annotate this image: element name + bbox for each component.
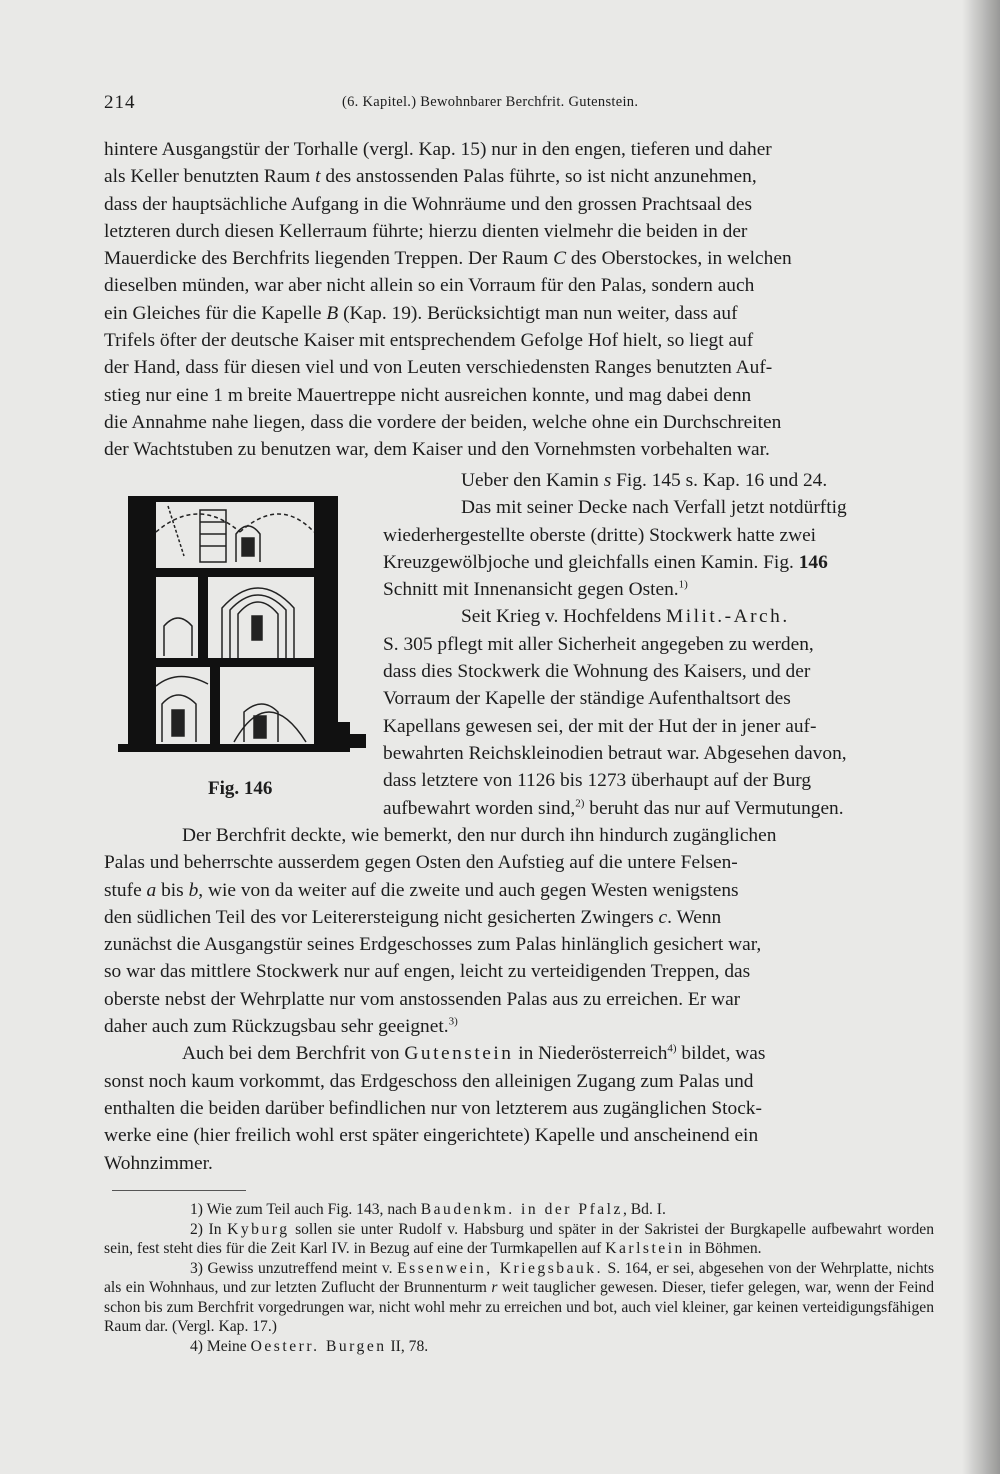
text-line: sonst noch kaum vorkommt, das Erdgeschoss den alleinigen Zugang zum Palas und [104, 1070, 754, 1092]
footnote-rule [112, 1190, 246, 1191]
footnote-2: 2) In Kyburg sollen sie unter Rudolf v. Habsburg und später in der Sakristei der Burgkapelle aufbewahrt worden sein, fest steht dies für die Zeit Karl IV. in Bezug auf eine der Turmkapellen auf Karlstein in Böhmen. [104, 1220, 934, 1257]
text-line: hintere Ausgangstür der Torhalle (vergl. Kap. 15) nur in den engen, tieferen und daher [104, 139, 772, 160]
text-line: bewahrten Reichskleinodien betraut war. Abgesehen davon, [383, 742, 847, 764]
page-number: 214 [104, 92, 136, 113]
text-line: stufe a bis b, wie von da weiter auf die zweite und auch gegen Westen wenigstens [104, 879, 739, 901]
text-line: Der Berchfrit deckte, wie bemerkt, den nur durch ihn hindurch zugänglichen [182, 825, 777, 846]
text-line: werke eine (hier freilich wohl erst später eingerichtete) Kapelle und anscheinend ein [104, 1125, 759, 1147]
text-line: dass dies Stockwerk die Wohnung des Kaisers, und der [383, 661, 811, 683]
text-line: stieg nur eine 1 m breite Mauertreppe nicht ausreichen konnte, und mag dabei denn [104, 384, 752, 406]
text-line: Ueber den Kamin s Fig. 145 s. Kap. 16 und 24. [461, 470, 828, 491]
body-text-top [104, 136, 928, 464]
text-line: Das mit seiner Decke nach Verfall jetzt notdürftig [461, 497, 847, 519]
text-line: dass der hauptsächliche Aufgang in die Wohnräume und den grossen Prachtsaal des [104, 193, 753, 215]
text-line: Trifels öfter der deutsche Kaiser mit entsprechendem Gefolge Hof hielt, so liegt auf [104, 330, 754, 352]
figure-caption: Fig. 146 [208, 778, 273, 799]
text-line: Seit Krieg v. Hochfeldens Milit.-Arch. [461, 606, 790, 628]
page-edge-shadow [962, 0, 1000, 1474]
text-line: Kreuzgewölbjoche und gleichfalls einen Kamin. Fig. 146 [383, 551, 828, 573]
footnote-4: 4) Meine Oesterr. Burgen II, 78. [190, 1337, 429, 1355]
text-line: Vorraum der Kapelle der ständige Aufenthaltsort des [383, 688, 791, 710]
text-line: enthalten die beiden darüber befindlichen nur von letzterem aus zugänglichen Stock- [104, 1097, 762, 1119]
text-line: dieselben münden, war aber nicht allein so ein Vorraum für den Palas, sondern auch [104, 275, 755, 297]
text-line: Palas und beherrschte ausserdem gegen Osten den Aufstieg auf die untere Felsen- [104, 852, 738, 874]
text-line: dass letztere von 1126 bis 1273 überhaupt auf der Burg [383, 770, 812, 792]
text-line: wiederhergestellte oberste (dritte) Stockwerk hatte zwei [383, 524, 817, 546]
body-text-beside-figure [383, 467, 928, 822]
text-line: Wohnzimmer. [104, 1152, 213, 1174]
footnote-3: 3) Gewiss unzutreffend meint v. Essenwein, Kriegsbauk. S. 164, er sei, abgesehen von der Wehrplatte, nichts als ein Wohnhaus, und zur letzten Zuflucht der Brunnenturm r weit tauglicher gewesen. Dieser, tiefer gelegen, war, wenn der Feind schon bis zum Berchfrit vorgedrungen war, nicht wohl mehr zu erreichen und bot, auch viel kleiner, gar keinen verteidigungsfähigen Raum dar. (Vergl. Kap. 17.) [104, 1259, 935, 1335]
body-text-bottom [104, 822, 932, 1177]
footnote-1: 1) Wie zum Teil auch Fig. 143, nach Baudenkm. in der Pfalz, Bd. I. [190, 1201, 666, 1218]
text-line: letzteren durch diesen Kellerraum führte; hierzu dienten vielmehr die beiden in der [104, 220, 748, 242]
text-line: Schnitt mit Innenansicht gegen Osten.$^{1)}$ [383, 578, 688, 601]
text-line: der Hand, dass für diesen viel und von Leuten verschiedensten Ranges benutzten Auf- [104, 357, 773, 379]
footnotes [104, 1200, 934, 1356]
text-line: zunächst die Ausgangstür seines Erdgeschosses zum Palas hinlänglich gesichert war, [104, 934, 762, 956]
text-line: die Annahme nahe liegen, dass die vordere der beiden, welche ohne ein Durchschreiten [104, 411, 782, 433]
tower-section-drawing [118, 486, 374, 776]
text-line: daher auch zum Rückzugsbau sehr geeignet.$^{3)}$ [104, 1015, 458, 1038]
text-line: ein Gleiches für die Kapelle B (Kap. 19). Berücksichtigt man nun weiter, dass auf [104, 302, 738, 324]
text-line: oberste nebst der Wehrplatte nur vom anstossenden Palas aus zu erreichen. Er war [104, 988, 741, 1010]
text-line: Auch bei dem Berchfrit von Gutenstein in Niederösterreich$^{4)}$ bildet, was [182, 1042, 766, 1065]
text-line: aufbewahrt worden sind,$^{2)}$ beruht das nur auf Vermutungen. [383, 797, 844, 819]
text-line: der Wachtstuben zu benutzen war, dem Kaiser und den Vornehmsten vorbehalten war. [104, 439, 770, 461]
text-line: S. 305 pflegt mit aller Sicherheit angegeben zu werden, [383, 633, 814, 655]
text-line: Kapellans gewesen sei, der mit der Hut der in jener auf- [383, 715, 817, 737]
running-title: (6. Kapitel.) Bewohnbarer Berchfrit. Gutenstein. [342, 94, 639, 110]
text-line: Mauerdicke des Berchfrits liegenden Treppen. Der Raum C des Oberstockes, in welchen [104, 248, 792, 270]
text-line: so war das mittlere Stockwerk nur auf engen, leicht zu verteidigenden Treppen, das [104, 961, 751, 983]
text-line: den südlichen Teil des vor Leiterersteigung nicht gesicherten Zwingers c. Wenn [104, 906, 722, 928]
page-header [104, 92, 934, 116]
text-line: als Keller benutzten Raum t des anstossenden Palas führte, so ist nicht anzunehmen, [104, 166, 757, 188]
